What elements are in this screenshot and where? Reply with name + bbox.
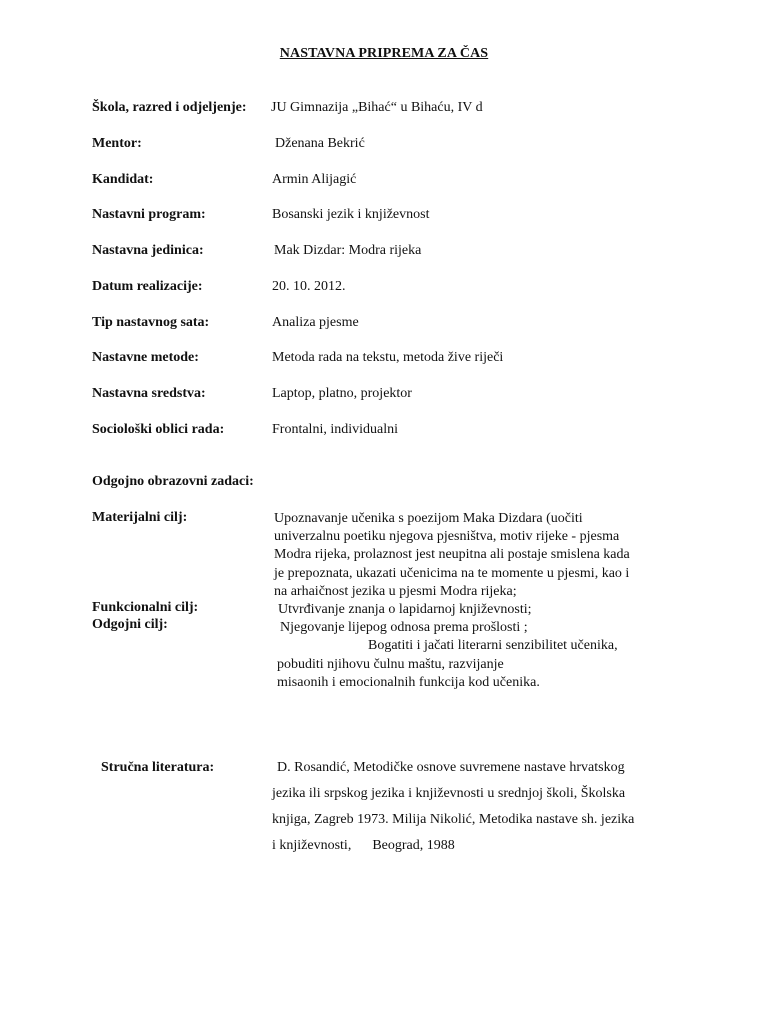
literature-line: jezika ili srpskog jezika i književnosti u srednjoj školi, Školska (272, 786, 626, 801)
field-label: Nastavni program: (92, 207, 206, 222)
goals-line: misaonih i emocionalnih funkcija kod učenika. (277, 674, 540, 690)
field-label: Nastavna jedinica: (92, 243, 204, 258)
literature-line: D. Rosandić, Metodičke osnove suvremene nastave hrvatskog (277, 760, 625, 775)
field-value: Frontalni, individualni (272, 422, 398, 437)
field-value: Laptop, platno, projektor (272, 386, 412, 401)
field-label: Kandidat: (92, 172, 154, 187)
field-label: Datum realizacije: (92, 279, 203, 294)
material-goal-label: Materijalni cilj: (92, 510, 188, 525)
document-title: NASTAVNA PRIPREMA ZA ČAS (279, 46, 489, 61)
educational-goal-label: Odgojni cilj: (92, 617, 168, 632)
field-value: 20. 10. 2012. (272, 279, 346, 294)
field-value: Armin Alijagić (272, 172, 357, 187)
field-label: Mentor: (92, 136, 142, 151)
goals-line: pobuditi njihovu čulnu maštu, razvijanje (277, 656, 504, 672)
goals-heading: Odgojno obrazovni zadaci: (92, 474, 254, 489)
functional-goal-label: Funkcionalni cilj: (92, 600, 199, 615)
goals-line: na arhaičnost jezika u pjesmi Modra rijeka; (274, 583, 517, 599)
goals-line: Njegovanje lijepog odnosa prema prošlosti ; (280, 620, 528, 636)
field-label: Sociološki oblici rada: (92, 422, 225, 437)
field-label: Nastavne metode: (92, 350, 199, 365)
literature-label: Stručna literatura: (101, 760, 215, 775)
goals-line: Bogatiti i jačati literarni senzibilitet učenika, (368, 638, 618, 654)
field-label: Tip nastavnog sata: (92, 315, 210, 330)
literature-line: i književnosti, Beograd, 1988 (272, 838, 455, 853)
field-value: Bosanski jezik i književnost (272, 207, 430, 222)
field-label: Nastavna sredstva: (92, 386, 206, 401)
goals-line: je prepoznata, ukazati učenicima na te momente u pjesmi, kao i (274, 565, 630, 581)
goals-line: Upoznavanje učenika s poezijom Maka Dizdara (uočiti (274, 511, 583, 526)
field-value: JU Gimnazija „Bihać“ u Bihaću, IV d (271, 100, 483, 115)
goals-text (272, 510, 630, 692)
field-value: Mak Dizdar: Modra rijeka (274, 243, 422, 258)
field-value: Metoda rada na tekstu, metoda žive riječi (272, 350, 504, 365)
goals-line: Modra rijeka, prolaznost jest neupitna ali postaje smislena kada (274, 547, 630, 563)
literature-line: knjiga, Zagreb 1973. Milija Nikolić, Metodika nastave sh. jezika (272, 812, 635, 827)
field-value: Dženana Bekrić (275, 136, 365, 151)
goals-line: univerzalnu poetiku njegova pjesništva, motiv rijeke - pjesma (274, 529, 620, 545)
literature-text (272, 755, 634, 859)
field-value: Analiza pjesme (272, 315, 359, 330)
field-label: Škola, razred i odjeljenje: (92, 100, 247, 115)
goals-line: Utvrđivanje znanja o lapidarnoj književnosti; (278, 602, 532, 618)
